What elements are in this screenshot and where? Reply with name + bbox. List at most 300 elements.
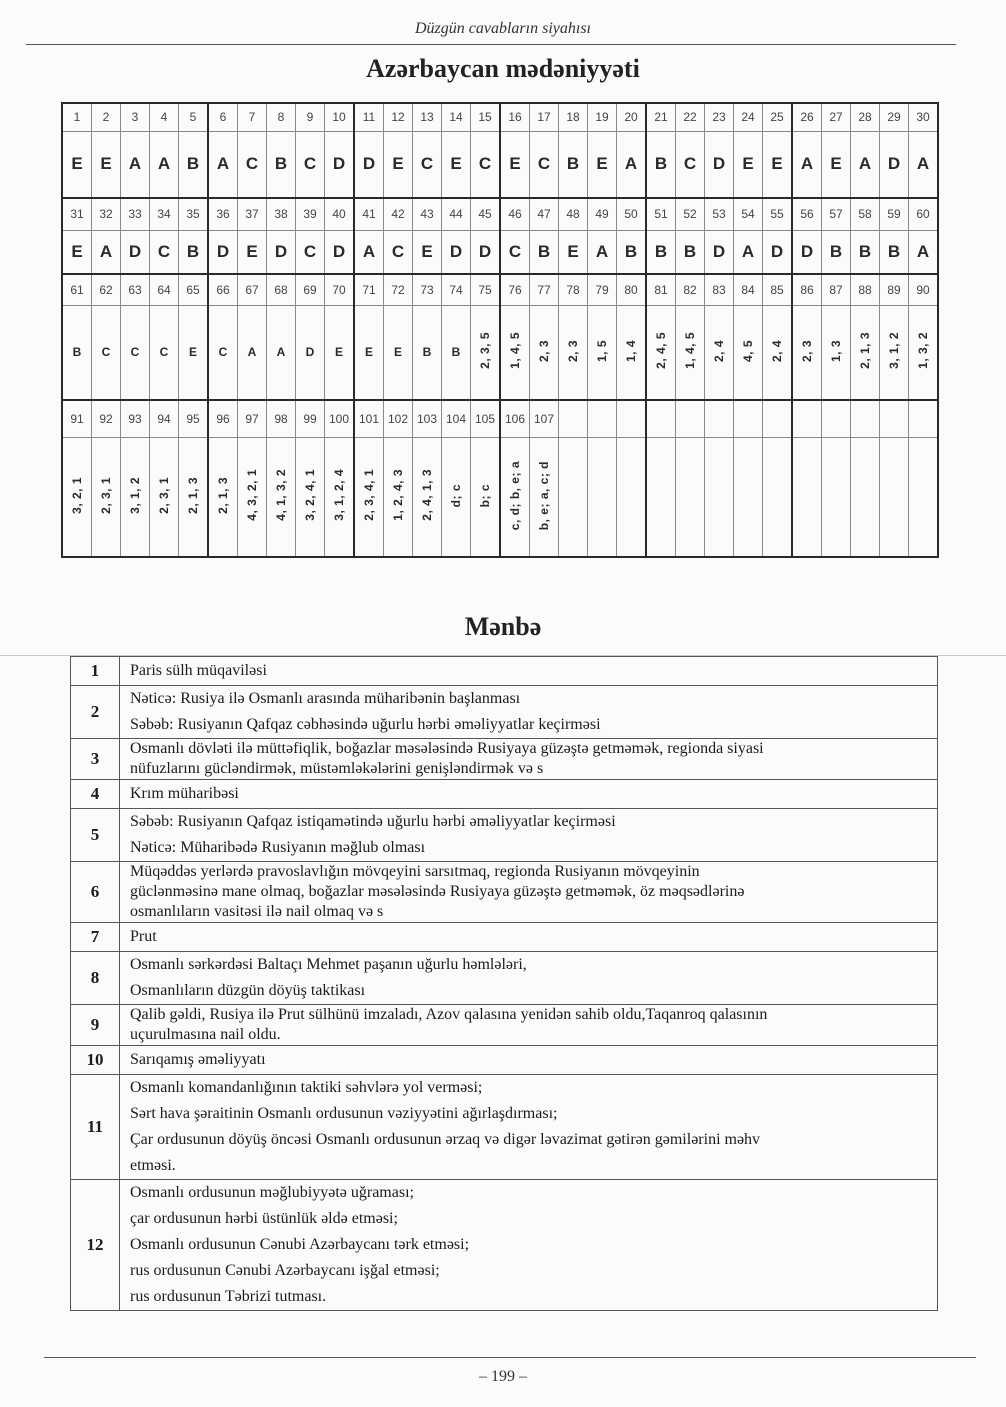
source-line: Prut	[130, 928, 157, 945]
answer-text: 1, 2, 4, 3	[391, 469, 405, 522]
source-row	[71, 1180, 938, 1311]
question-number-cell: 63	[121, 274, 150, 305]
answer-cell: D	[705, 230, 734, 274]
answer-cell: C	[413, 131, 442, 198]
answer-cell	[822, 437, 851, 557]
question-number-cell	[646, 400, 676, 437]
question-number-cell: 13	[413, 103, 442, 131]
question-number-cell: 98	[267, 400, 296, 437]
question-number-cell: 49	[588, 198, 617, 230]
question-number-cell: 68	[267, 274, 296, 305]
question-number-cell: 29	[880, 103, 909, 131]
answer-cell: E	[559, 230, 588, 274]
source-text	[120, 923, 938, 952]
question-number-cell	[792, 400, 822, 437]
question-number-cell: 14	[442, 103, 471, 131]
question-number-cell: 7	[238, 103, 267, 131]
answer-text: 2, 3, 4, 1	[362, 469, 376, 522]
source-number: 11	[71, 1075, 120, 1180]
answer-cell	[530, 305, 559, 400]
question-number-cell: 53	[705, 198, 734, 230]
source-number: 7	[71, 923, 120, 952]
question-number-cell: 12	[384, 103, 413, 131]
question-number-cell	[734, 400, 763, 437]
question-number-cell: 105	[471, 400, 501, 437]
question-number-cell: 102	[384, 400, 413, 437]
question-number-cell: 51	[646, 198, 676, 230]
answer-cell: E	[179, 305, 209, 400]
answer-cell	[442, 437, 471, 557]
source-line: rus ordusunun Təbrizi tutması.	[130, 1288, 327, 1305]
source-text	[120, 1180, 938, 1311]
source-text	[120, 809, 938, 862]
answer-cell: C	[92, 305, 121, 400]
question-number-cell: 72	[384, 274, 413, 305]
answer-cell: A	[354, 230, 384, 274]
answer-cell: B	[442, 305, 471, 400]
answer-cell: A	[851, 131, 880, 198]
question-number-cell: 61	[62, 274, 92, 305]
question-number-cell: 6	[208, 103, 238, 131]
answer-cell	[763, 437, 793, 557]
answer-text: 4, 3, 2, 1	[245, 469, 259, 522]
answer-cell: C	[296, 230, 325, 274]
answer-cell: A	[208, 131, 238, 198]
source-line: osmanlıların vasitəsi ilə nail olmaq və s	[130, 903, 384, 920]
answer-text: 1, 3, 2	[916, 332, 930, 370]
source-number: 9	[71, 1005, 120, 1046]
answer-cell	[646, 305, 676, 400]
source-text	[120, 1075, 938, 1180]
source-number: 2	[71, 686, 120, 739]
source-row	[71, 780, 938, 809]
source-line: Müqəddəs yerlərdə pravoslavlığın mövqeyini sarsıtmaq, regionda Rusiyanın mövqeyinin	[130, 863, 700, 880]
source-line: Çar ordusunun döyüş öncəsi Osmanlı ordusunun ərzaq və digər ləvazimat gətirən gəmilərini məhv	[130, 1131, 761, 1148]
page-title: Azərbaycan mədəniyyəti	[366, 54, 640, 83]
source-row	[71, 1005, 938, 1046]
answer-text: 2, 3	[537, 339, 551, 362]
source-number: 6	[71, 862, 120, 923]
source-row	[71, 686, 938, 739]
source-line: Osmanlı dövləti ilə müttəfiqlik, boğazlar məsələsində Rusiyaya güzəştə getməmək, regionda siyasi	[130, 740, 764, 757]
answer-cell: B	[179, 131, 209, 198]
question-number-cell: 2	[92, 103, 121, 131]
source-number: 3	[71, 739, 120, 780]
answer-cell: A	[121, 131, 150, 198]
source-line: Osmanlı ordusunun məğlubiyyətə uğraması;	[130, 1184, 414, 1201]
answer-text: 2, 1, 3	[186, 476, 200, 514]
question-number-cell: 17	[530, 103, 559, 131]
source-line: nüfuzlarını gücləndirmək, müstəmləkələrini genişləndirmək və s	[130, 760, 544, 777]
question-number-cell: 91	[62, 400, 92, 437]
answer-cell	[384, 437, 413, 557]
question-number-cell: 45	[471, 198, 501, 230]
answer-text: 2, 3	[566, 339, 580, 362]
answer-text: 2, 4, 1, 3	[420, 469, 434, 522]
answer-cell: D	[471, 230, 501, 274]
answer-cell: E	[822, 131, 851, 198]
answer-cell: E	[354, 305, 384, 400]
answer-cell: E	[325, 305, 355, 400]
question-number-cell: 22	[676, 103, 705, 131]
question-number-cell: 39	[296, 198, 325, 230]
source-text	[120, 862, 938, 923]
source-row	[71, 657, 938, 686]
question-number-cell	[588, 400, 617, 437]
question-number-cell: 54	[734, 198, 763, 230]
answer-text: 3, 1, 2	[128, 476, 142, 514]
source-line: Osmanlı komandanlığının taktiki səhvlərə yol verməsi;	[130, 1079, 483, 1096]
answer-cell: D	[267, 230, 296, 274]
source-row	[71, 1075, 938, 1180]
answer-cell: B	[646, 230, 676, 274]
question-number-row	[62, 103, 938, 131]
page-number: – 199 –	[479, 1368, 527, 1385]
question-number-cell: 40	[325, 198, 355, 230]
question-number-cell: 62	[92, 274, 121, 305]
answer-cell: B	[559, 131, 588, 198]
answer-text: 2, 4	[712, 339, 726, 362]
question-number-cell: 103	[413, 400, 442, 437]
answer-cell	[471, 305, 501, 400]
answer-text: 3, 1, 2, 4	[332, 469, 346, 522]
answer-text: 1, 4, 5	[683, 332, 697, 370]
question-number-cell: 89	[880, 274, 909, 305]
answer-text: 3, 2, 4, 1	[303, 469, 317, 522]
question-number-cell: 4	[150, 103, 179, 131]
question-number-cell: 37	[238, 198, 267, 230]
source-line: Qalib gəldi, Rusiya ilə Prut sülhünü imzaladı, Azov qalasına yenidən sahib oldu,Taqanroq qalasının	[130, 1006, 768, 1023]
question-number-row	[62, 274, 938, 305]
source-row	[71, 952, 938, 1005]
source-row	[71, 809, 938, 862]
source-number: 5	[71, 809, 120, 862]
answer-cell	[238, 437, 267, 557]
question-number-cell	[559, 400, 588, 437]
answer-cell	[325, 437, 355, 557]
question-number-cell: 33	[121, 198, 150, 230]
answer-cell	[500, 305, 530, 400]
question-number-cell: 57	[822, 198, 851, 230]
answer-cell	[150, 437, 179, 557]
question-number-cell: 18	[559, 103, 588, 131]
answer-text: 1, 5	[595, 339, 609, 362]
source-row	[71, 1046, 938, 1075]
answer-cell: A	[267, 305, 296, 400]
answer-cell: C	[150, 230, 179, 274]
answer-cell: A	[792, 131, 822, 198]
answer-cell: D	[121, 230, 150, 274]
answer-text: d; c	[449, 483, 463, 507]
answer-cell	[62, 437, 92, 557]
source-number: 4	[71, 780, 120, 809]
answer-cell: A	[588, 230, 617, 274]
answer-cell: A	[734, 230, 763, 274]
answer-cell: C	[530, 131, 559, 198]
question-number-row	[62, 400, 938, 437]
question-number-cell: 97	[238, 400, 267, 437]
source-line: Səbəb: Rusiyanın Qafqaz istiqamətində uğurlu hərbi əməliyyatlar keçirməsi	[130, 813, 616, 830]
source-text	[120, 739, 938, 780]
question-number-cell: 56	[792, 198, 822, 230]
question-number-cell: 11	[354, 103, 384, 131]
question-number-cell: 35	[179, 198, 209, 230]
answer-cell: B	[617, 230, 647, 274]
question-number-cell: 83	[705, 274, 734, 305]
answer-cell	[676, 305, 705, 400]
answer-cell	[880, 437, 909, 557]
answer-cell: D	[296, 305, 325, 400]
source-line: Paris sülh müqaviləsi	[130, 662, 267, 679]
answer-cell: D	[354, 131, 384, 198]
answer-cell: B	[179, 230, 209, 274]
answer-cell: B	[676, 230, 705, 274]
question-number-cell: 41	[354, 198, 384, 230]
question-number-cell	[617, 400, 647, 437]
answer-cell	[851, 305, 880, 400]
question-number-cell: 23	[705, 103, 734, 131]
answer-cell	[734, 437, 763, 557]
answer-cell: C	[121, 305, 150, 400]
question-number-cell: 44	[442, 198, 471, 230]
question-number-cell: 60	[909, 198, 939, 230]
answer-cell: E	[442, 131, 471, 198]
answer-cell: D	[325, 230, 355, 274]
question-number-cell	[705, 400, 734, 437]
question-number-cell	[763, 400, 793, 437]
answer-cell: B	[267, 131, 296, 198]
source-line: uçurulmasına nail oldu.	[130, 1026, 281, 1043]
answer-cell: D	[880, 131, 909, 198]
question-number-cell: 58	[851, 198, 880, 230]
source-line: Sarıqamış əməliyyatı	[130, 1051, 266, 1068]
answer-cell	[734, 305, 763, 400]
answer-text: b, e; a, c; d	[537, 460, 551, 530]
answer-text: 2, 4, 5	[654, 332, 668, 370]
question-number-cell: 38	[267, 198, 296, 230]
answer-cell	[617, 305, 647, 400]
answer-text: 4, 5	[741, 339, 755, 362]
answer-text: 2, 3, 5	[478, 332, 492, 370]
answer-cell: E	[62, 230, 92, 274]
answer-cell	[763, 305, 793, 400]
answer-cell: E	[62, 131, 92, 198]
answer-cell: C	[296, 131, 325, 198]
question-number-cell: 8	[267, 103, 296, 131]
answer-cell: C	[150, 305, 179, 400]
source-text	[120, 952, 938, 1005]
question-number-cell: 20	[617, 103, 647, 131]
question-number-cell: 71	[354, 274, 384, 305]
answer-cell	[267, 437, 296, 557]
source-line: çar ordusunun hərbi üstünlük əldə etməsi;	[130, 1210, 398, 1227]
answer-cell: D	[792, 230, 822, 274]
answer-cell: C	[384, 230, 413, 274]
answer-cell: D	[325, 131, 355, 198]
question-number-cell: 65	[179, 274, 209, 305]
answer-cell: E	[384, 131, 413, 198]
source-number: 10	[71, 1046, 120, 1075]
answer-text: 2, 4	[770, 339, 784, 362]
source-number: 8	[71, 952, 120, 1005]
answer-cell: E	[238, 230, 267, 274]
answer-text: 4, 1, 3, 2	[274, 469, 288, 522]
question-number-cell: 67	[238, 274, 267, 305]
answer-cell: E	[384, 305, 413, 400]
answer-cell: C	[238, 131, 267, 198]
source-line: Sərt hava şəraitinin Osmanlı ordusunun vəziyyətini ağırlaşdırması;	[130, 1105, 558, 1122]
source-text	[120, 1005, 938, 1046]
answer-cell: D	[442, 230, 471, 274]
answer-cell: E	[92, 131, 121, 198]
answer-cell: B	[880, 230, 909, 274]
question-number-cell: 64	[150, 274, 179, 305]
question-number-cell: 1	[62, 103, 92, 131]
question-number-cell: 43	[413, 198, 442, 230]
question-number-cell: 76	[500, 274, 530, 305]
answer-text: 2, 3, 1	[99, 476, 113, 514]
answer-cell: B	[851, 230, 880, 274]
question-number-cell: 95	[179, 400, 209, 437]
question-number-cell: 96	[208, 400, 238, 437]
answer-cell: C	[676, 131, 705, 198]
answer-cell	[588, 437, 617, 557]
answer-cell	[354, 437, 384, 557]
answer-cell	[559, 305, 588, 400]
question-number-cell: 92	[92, 400, 121, 437]
answer-cell	[179, 437, 209, 557]
source-row	[71, 739, 938, 780]
answer-cell	[880, 305, 909, 400]
answer-cell	[588, 305, 617, 400]
source-line: Krım müharibəsi	[130, 785, 239, 802]
answer-cell	[705, 305, 734, 400]
answer-cell	[471, 437, 501, 557]
question-number-cell: 90	[909, 274, 939, 305]
source-text	[120, 657, 938, 686]
answer-row	[62, 131, 938, 198]
answer-cell: E	[588, 131, 617, 198]
question-number-cell: 15	[471, 103, 501, 131]
source-line: Osmanlı sərkərdəsi Baltaçı Mehmet paşanın uğurlu həmlələri,	[130, 956, 527, 973]
question-number-cell: 10	[325, 103, 355, 131]
source-text	[120, 1046, 938, 1075]
answer-cell	[822, 305, 851, 400]
answer-cell: D	[763, 230, 793, 274]
question-number-cell: 36	[208, 198, 238, 230]
question-number-cell: 50	[617, 198, 647, 230]
answer-cell	[559, 437, 588, 557]
answer-cell: B	[646, 131, 676, 198]
question-number-cell: 25	[763, 103, 793, 131]
source-number: 1	[71, 657, 120, 686]
answer-cell	[646, 437, 676, 557]
question-number-cell: 77	[530, 274, 559, 305]
question-number-cell: 30	[909, 103, 939, 131]
question-number-cell	[676, 400, 705, 437]
question-number-cell: 48	[559, 198, 588, 230]
answer-cell: D	[208, 230, 238, 274]
question-number-cell: 5	[179, 103, 209, 131]
answer-cell: A	[92, 230, 121, 274]
question-number-cell: 21	[646, 103, 676, 131]
question-number-cell: 26	[792, 103, 822, 131]
answer-cell	[530, 437, 559, 557]
question-number-cell: 16	[500, 103, 530, 131]
answer-key-table	[61, 102, 939, 558]
answer-cell	[296, 437, 325, 557]
question-number-cell: 73	[413, 274, 442, 305]
answer-cell: A	[238, 305, 267, 400]
answer-cell: A	[909, 230, 939, 274]
answer-cell	[413, 437, 442, 557]
question-number-cell: 66	[208, 274, 238, 305]
answer-row	[62, 437, 938, 557]
source-line: Nəticə: Rusiya ilə Osmanlı arasında müharibənin başlanması	[130, 690, 521, 707]
answer-cell: B	[413, 305, 442, 400]
answer-cell	[851, 437, 880, 557]
answer-cell: D	[705, 131, 734, 198]
question-number-cell: 79	[588, 274, 617, 305]
source-line: Osmanlıların düzgün döyüş taktikası	[130, 982, 366, 999]
question-number-cell	[880, 400, 909, 437]
question-number-cell: 78	[559, 274, 588, 305]
question-number-cell: 81	[646, 274, 676, 305]
answer-text: 3, 2, 1	[70, 476, 84, 514]
answer-cell	[792, 305, 822, 400]
question-number-row	[62, 198, 938, 230]
source-line: rus ordusunun Cənubi Azərbaycanı işğal etməsi;	[130, 1262, 440, 1279]
question-number-cell: 107	[530, 400, 559, 437]
header-divider	[26, 44, 956, 45]
question-number-cell: 87	[822, 274, 851, 305]
sources-table	[70, 656, 938, 1311]
answer-cell: A	[150, 131, 179, 198]
answer-cell: B	[530, 230, 559, 274]
question-number-cell	[851, 400, 880, 437]
question-number-cell: 99	[296, 400, 325, 437]
answer-cell	[705, 437, 734, 557]
question-number-cell: 47	[530, 198, 559, 230]
question-number-cell: 27	[822, 103, 851, 131]
answer-cell	[909, 437, 939, 557]
question-number-cell: 3	[121, 103, 150, 131]
question-number-cell: 9	[296, 103, 325, 131]
question-number-cell: 24	[734, 103, 763, 131]
question-number-cell: 28	[851, 103, 880, 131]
answer-cell	[121, 437, 150, 557]
answer-cell: B	[62, 305, 92, 400]
answer-text: b; c	[478, 483, 492, 507]
answer-cell: A	[909, 131, 939, 198]
answer-text: 3, 1, 2	[887, 332, 901, 370]
question-number-cell: 84	[734, 274, 763, 305]
footer-divider	[44, 1357, 976, 1358]
question-number-cell: 93	[121, 400, 150, 437]
source-line: güclənməsinə mane olmaq, boğazlar məsələsində Rusiyaya güzəştə getməmək, öz məqsədlərinə	[130, 883, 745, 900]
source-line: Səbəb: Rusiyanın Qafqaz cəbhəsində uğurlu hərbi əməliyyatlar keçirməsi	[130, 716, 601, 733]
question-number-cell: 75	[471, 274, 501, 305]
question-number-cell: 69	[296, 274, 325, 305]
answer-row	[62, 230, 938, 274]
question-number-cell: 94	[150, 400, 179, 437]
question-number-cell: 70	[325, 274, 355, 305]
answer-cell	[92, 437, 121, 557]
question-number-cell: 82	[676, 274, 705, 305]
source-text	[120, 780, 938, 809]
source-row	[71, 862, 938, 923]
answer-cell: C	[500, 230, 530, 274]
